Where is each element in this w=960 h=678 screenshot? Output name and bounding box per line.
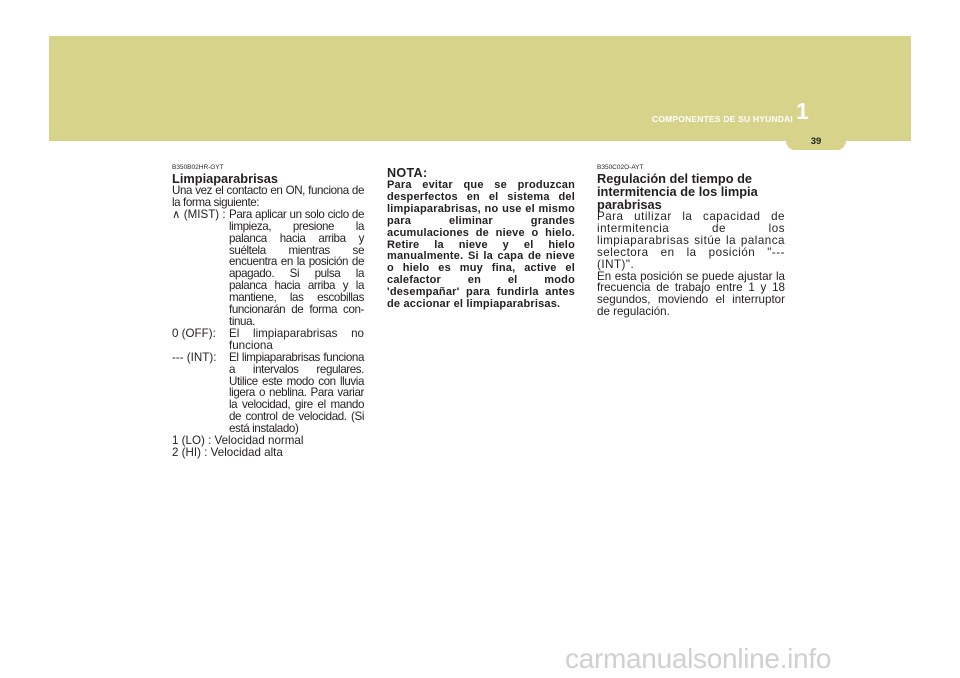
paragraph: Para utilizar la capacidad de intermitencia de los limpiaparabrisas sitúe la palanca selectora en la posición "--- (INT)". (597, 210, 785, 271)
section-title: COMPONENTES DE SU HYUNDAI (651, 114, 793, 124)
interval-section (597, 164, 785, 318)
mode-description: El limpiaparabrisas funciona a intervalos regulares. Utilice este modo con lluvia ligera o neblina. Para variar la velocidad, gire el mando de control de velocidad. (Si está instalado) (229, 350, 364, 436)
wiper-section (172, 164, 364, 459)
note-body: Para evitar que se produzcan desperfectos en el sistema del limpiaparabrisas, no use el mismo para eliminar grandes acumulaciones de nieve o hielo. Retire la nieve y el hielo manualmente. Si la capa de nieve o hielo es muy fina, active el calefactor en el modo 'desempañar' para fundirla antes de accionar el limpiaparabrisas. (387, 179, 575, 311)
section-code: B350B02HR-GYT (172, 164, 224, 171)
note-box (387, 166, 575, 311)
wiper-mode-lo: 1 (LO) : Velocidad normal (172, 434, 304, 448)
wiper-mode-int (172, 352, 364, 435)
section-heading: Regulación del tiempo de intermitencia de los limpia parabrisas (597, 171, 758, 212)
mode-label: 0 (OFF): (172, 326, 216, 340)
wiper-mode-mist (172, 209, 364, 328)
section-number: 1 (796, 98, 809, 124)
watermark: carmanualsonline.info (565, 643, 832, 674)
wiper-mode-hi: 2 (HI) : Velocidad alta (172, 445, 283, 459)
paragraph: En esta posición se puede ajustar la frecuencia de trabajo entre 1 y 18 segundos, moviendo el interruptor de regulación. (597, 269, 785, 319)
mode-label: ∧ (MIST) : (172, 207, 226, 221)
mist-symbol-icon: ∧ (172, 207, 181, 221)
intro-text: Una vez el contacto en ON, funciona de la forma siguiente: (172, 184, 364, 209)
section-heading: Limpiaparabrisas (172, 171, 278, 186)
wiper-mode-off (172, 328, 364, 352)
header-band (49, 36, 911, 141)
page-number: 39 (810, 136, 822, 147)
mode-description: Para aplicar un solo ciclo de limpieza, presione la palanca hacia arriba y suéltela mientras se encuentra en la posición de apagado. Si pulsa la palanca hacia arriba y la mantiene, las escobillas funcionarán de forma con-tinua. (229, 207, 364, 328)
mode-description: El limpiaparabrisas no funciona (229, 326, 364, 352)
section-code: B350C02O-AYT (597, 164, 644, 171)
mode-label: --- (INT): (172, 350, 217, 364)
note-title: NOTA: (387, 166, 428, 180)
